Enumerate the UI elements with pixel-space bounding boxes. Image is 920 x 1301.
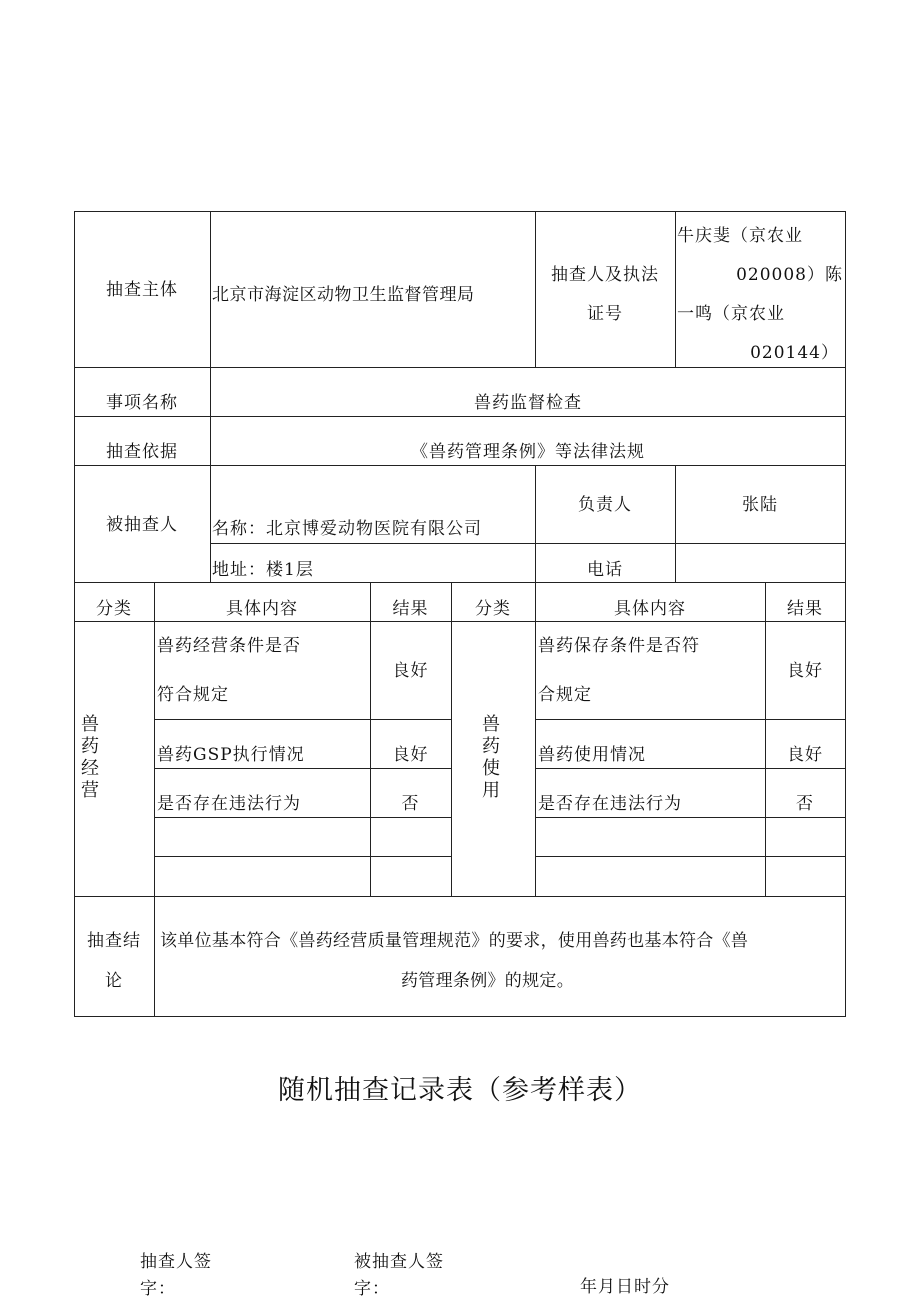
row-divider: [74, 582, 846, 583]
col-header-content: 具体内容: [226, 599, 298, 619]
inspector-names-line4: 020144）: [750, 343, 839, 363]
check-item: 兽药使用情况: [538, 745, 646, 765]
conclusion-label-line2: 论: [105, 971, 123, 991]
col-header-content-2: 具体内容: [614, 599, 686, 619]
col-divider: [535, 582, 536, 897]
col-divider: [370, 582, 371, 897]
row-divider: [74, 367, 846, 368]
row-divider: [210, 543, 535, 544]
item-value: 兽药监督检查: [474, 393, 582, 413]
row-divider: [535, 719, 846, 720]
subject-signature-label: 被抽查人签: [354, 1252, 444, 1272]
entity-label: 抽查主体: [106, 280, 178, 300]
row-divider: [154, 817, 451, 818]
row-divider: [535, 817, 846, 818]
basis-label: 抽查依据: [106, 442, 178, 462]
row-divider: [74, 416, 846, 417]
row-divider: [535, 856, 846, 857]
subject-label: 被抽查人: [106, 515, 178, 535]
inspector-label-line2: 证号: [587, 304, 623, 324]
row-divider: [535, 768, 846, 769]
row-divider: [535, 543, 846, 544]
conclusion-text-line1: 该单位基本符合《兽药经营质量管理规范》的要求，使用兽药也基本符合《兽: [160, 931, 749, 951]
check-item: 是否存在违法行为: [157, 794, 301, 814]
entity-value: 北京市海淀区动物卫生监督管理局: [212, 285, 475, 305]
check-result: 否: [401, 794, 420, 814]
basis-value: 《兽药管理条例》等法律法规: [411, 442, 645, 462]
col-divider: [451, 582, 452, 897]
check-item: 合规定: [538, 685, 592, 705]
row-divider: [154, 856, 451, 857]
row-divider: [74, 465, 846, 466]
row-divider: [74, 621, 846, 622]
phone-label: 电话: [587, 560, 623, 580]
inspector-names-line2: 020008）陈: [736, 265, 843, 285]
subject-name: 名称：北京博爱动物医院有限公司: [212, 519, 482, 539]
conclusion-label-line1: 抽查结: [87, 931, 141, 951]
check-item: 兽药GSP执行情况: [157, 745, 305, 765]
check-item: 兽药保存条件是否符: [538, 636, 700, 656]
check-result: 良好: [392, 661, 429, 681]
item-label: 事项名称: [106, 393, 178, 413]
check-item: 是否存在违法行为: [538, 794, 682, 814]
subject-address: 地址：楼1层: [212, 560, 314, 580]
head-label: 负责人: [578, 495, 632, 515]
inspector-signature-label: 抽查人签: [140, 1252, 212, 1272]
row-divider: [154, 768, 451, 769]
col-divider: [675, 465, 676, 583]
col-divider: [154, 582, 155, 1017]
col-divider: [765, 582, 766, 897]
inspector-label-line1: 抽查人及执法: [551, 265, 659, 285]
check-item: 符合规定: [157, 685, 229, 705]
row-divider: [154, 719, 451, 720]
check-result: 否: [796, 794, 814, 814]
check-result: 良好: [392, 745, 429, 765]
col-divider: [535, 211, 536, 368]
inspector-names-line1: 牛庆斐（京农业: [677, 226, 803, 246]
col-header-result: 结果: [392, 599, 429, 619]
col-header-category-2: 分类: [475, 599, 511, 619]
inspector-signature-label-2: 字：: [140, 1279, 176, 1299]
table-border-top: [74, 211, 846, 212]
row-divider: [74, 896, 846, 897]
check-result: 良好: [787, 745, 823, 765]
check-result: 良好: [787, 661, 823, 681]
inspector-names-line3: 一鸣（京农业: [677, 304, 785, 324]
category-veterinary-drug-business: 兽药经营: [81, 714, 99, 801]
col-divider: [675, 211, 676, 368]
category-veterinary-drug-use: 兽药使用: [482, 714, 500, 801]
head-value: 张陆: [742, 495, 778, 515]
table-border-bottom: [74, 1016, 846, 1017]
col-header-result-2: 结果: [787, 599, 823, 619]
col-header-category: 分类: [96, 599, 132, 619]
check-item: 兽药经营条件是否: [157, 636, 301, 656]
conclusion-text-line2: 药管理条例》的规定。: [401, 971, 574, 991]
page-title: 随机抽查记录表（参考样表）: [278, 1075, 642, 1106]
subject-signature-label-2: 字：: [354, 1279, 390, 1299]
table-border-right: [845, 211, 846, 1017]
datetime-label: 年月日时分: [580, 1277, 670, 1297]
